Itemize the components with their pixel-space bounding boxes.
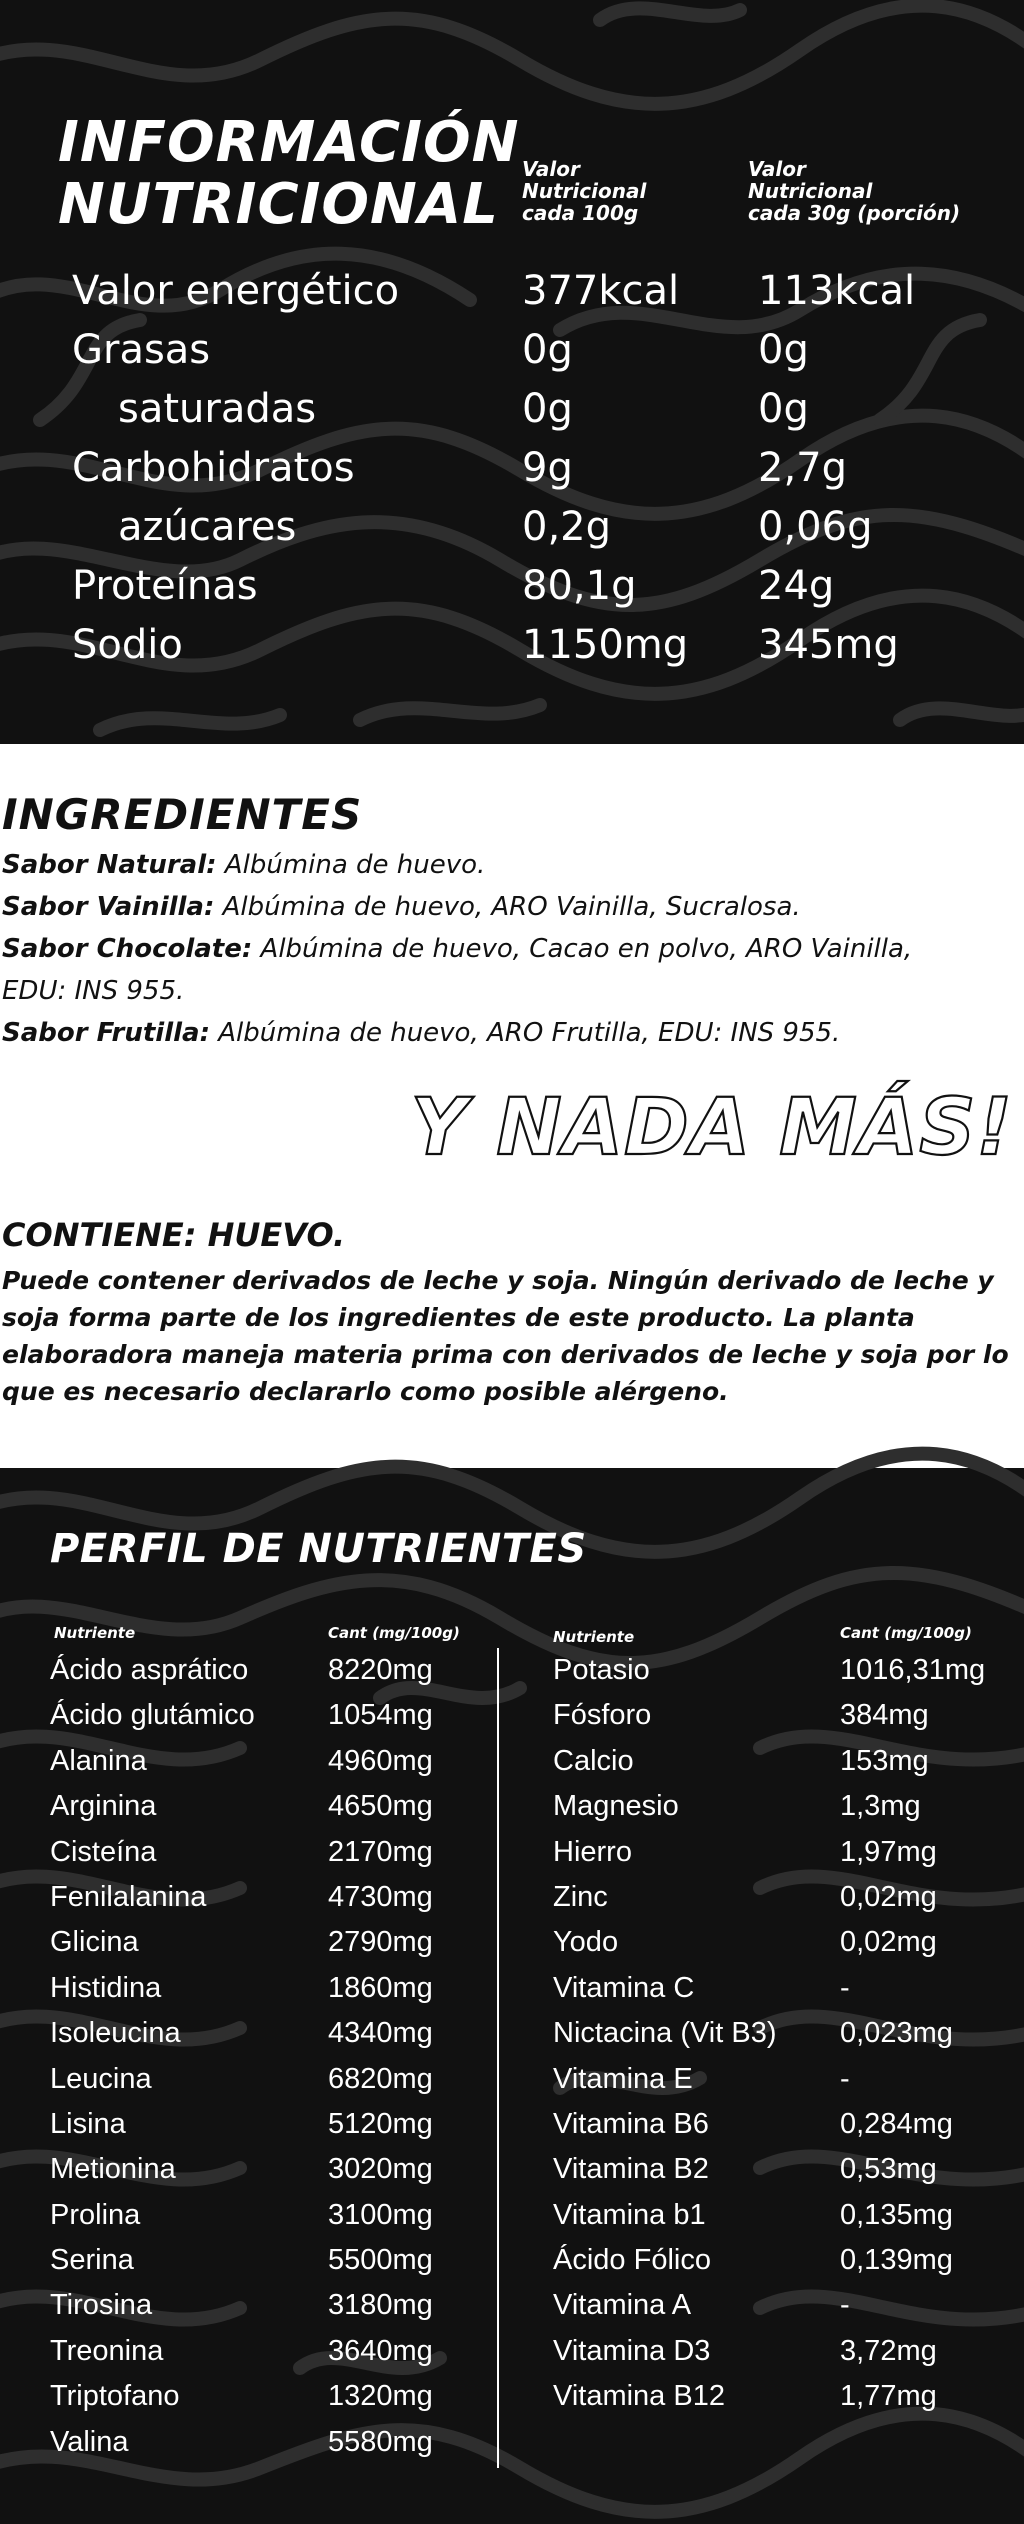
ingredient-line xyxy=(2,886,1002,928)
nutrition-row xyxy=(0,321,1024,380)
nutrient-amount: - xyxy=(840,2289,850,2322)
ingredients-title: INGREDIENTES xyxy=(2,790,363,839)
nutrient-name: Calcio xyxy=(553,1744,634,1777)
nutrient-row xyxy=(497,2147,1024,2192)
nutrient-label: Grasas xyxy=(72,327,211,373)
nutrient-profile-section xyxy=(0,1468,1024,2524)
nutrient-row xyxy=(0,2057,497,2102)
allergen-text: Puede contener derivados de leche y soja. Ningún derivado de leche y soja forma parte de los ingredientes de este producto. La planta elaboradora maneja materia prima con derivados de leche y soja por lo que es necesario declararlo como posible alérgeno. xyxy=(2,1266,1009,1406)
nutrient-row xyxy=(497,2283,1024,2328)
nutrition-row xyxy=(0,439,1024,498)
nutrient-amount: 1016,31mg xyxy=(840,1654,986,1686)
nutrient-amount: 5120mg xyxy=(328,2107,433,2140)
nutrient-name: Tirosina xyxy=(50,2289,153,2322)
per-portion-header: Valor Nutricional cada 30g (porción) xyxy=(748,157,961,225)
nutrient-row xyxy=(0,1966,497,2011)
nutrient-name: Serina xyxy=(50,2244,134,2277)
nutrient-label: azúcares xyxy=(118,504,297,550)
nutrient-name: Treonina xyxy=(50,2334,164,2367)
nutrient-amount: 4650mg xyxy=(328,1790,433,1823)
flavor-ingredients: Albúmina de huevo. xyxy=(216,850,486,880)
nutrition-row xyxy=(0,262,1024,321)
flavor-name: Sabor Vainilla: xyxy=(2,892,215,922)
right-nutrient-list xyxy=(497,1648,1024,2420)
nutrient-name: Alanina xyxy=(50,1744,147,1777)
nutrient-name: Vitamina D3 xyxy=(553,2334,711,2367)
nutrient-name: Yodo xyxy=(553,1926,619,1959)
nutrient-row xyxy=(0,1784,497,1829)
nutrient-label: Proteínas xyxy=(72,563,258,609)
value-per-100g: 80,1g xyxy=(522,563,637,609)
ingredient-line xyxy=(2,928,1002,970)
value-per-portion: 0,06g xyxy=(758,504,873,550)
nutrient-amount: 384mg xyxy=(840,1699,929,1732)
tagline-outline-text xyxy=(410,1080,1018,1173)
nutrient-amount: 0,139mg xyxy=(840,2244,953,2277)
nutrient-amount: 3640mg xyxy=(328,2334,433,2367)
nutrient-name: Vitamina b1 xyxy=(553,2198,706,2231)
nutrient-name: Prolina xyxy=(50,2198,141,2231)
nutrient-amount: 4730mg xyxy=(328,1880,433,1913)
nutrient-name: Glicina xyxy=(50,1926,139,1959)
nutrition-table xyxy=(0,262,1024,675)
nutrient-row xyxy=(497,1875,1024,1920)
nutrient-label: saturadas xyxy=(118,386,317,432)
nutrient-amount: 0,02mg xyxy=(840,1926,937,1959)
nutrient-name: Nictacina (Vit B3) xyxy=(553,2017,777,2050)
tagline: Y NADA MÁS! xyxy=(410,1083,1013,1173)
nutrient-row xyxy=(497,1966,1024,2011)
nutrient-label: Carbohidratos xyxy=(72,445,355,491)
flavor-ingredients: Albúmina de huevo, ARO Frutilla, EDU: INS 955. xyxy=(209,1018,841,1048)
value-per-100g: 1150mg xyxy=(522,622,689,668)
nutrient-row xyxy=(497,2102,1024,2147)
nutrient-name: Hierro xyxy=(553,1835,632,1868)
nutrient-name: Leucina xyxy=(50,2062,152,2095)
nutrient-row xyxy=(0,2193,497,2238)
left-amount-header: Cant (mg/100g) xyxy=(328,1624,460,1642)
nutrient-name: Cisteína xyxy=(50,1835,157,1868)
nutrient-label: Sodio xyxy=(72,622,183,668)
nutrient-row xyxy=(497,1739,1024,1784)
value-per-100g: 377kcal xyxy=(522,268,680,314)
ingredients-section xyxy=(0,744,1024,1468)
nutrient-row xyxy=(497,2238,1024,2283)
nutrient-name: Lisina xyxy=(50,2107,126,2140)
nutrient-amount: 2790mg xyxy=(328,1926,433,1959)
nutrient-amount: 0,02mg xyxy=(840,1880,937,1913)
value-per-portion: 24g xyxy=(758,563,835,609)
nutrient-row xyxy=(0,1648,497,1693)
nutrient-amount: 1,3mg xyxy=(840,1790,921,1823)
nutrient-amount: 5580mg xyxy=(328,2425,433,2458)
value-per-100g: 9g xyxy=(522,445,573,491)
nutrient-amount: 5500mg xyxy=(328,2244,433,2277)
nutrient-row xyxy=(0,2011,497,2056)
nutrient-name: Histidina xyxy=(50,1971,162,2004)
nutrient-amount: 3180mg xyxy=(328,2289,433,2322)
nutrient-row xyxy=(497,2011,1024,2056)
nutrient-name: Fósforo xyxy=(553,1699,652,1732)
nutrition-row xyxy=(0,557,1024,616)
nutrient-row xyxy=(497,1693,1024,1738)
nutrient-amount: 0,023mg xyxy=(840,2017,953,2050)
ingredient-line xyxy=(2,970,1002,1012)
nutrient-amount: 1320mg xyxy=(328,2380,433,2413)
nutrient-name: Triptofano xyxy=(50,2380,180,2413)
nutrient-amount: 4340mg xyxy=(328,2017,433,2050)
ingredients-list xyxy=(2,844,1002,1054)
nutrition-row xyxy=(0,380,1024,439)
profile-title: PERFIL DE NUTRIENTES xyxy=(50,1526,587,1572)
nutrient-name: Fenilalanina xyxy=(50,1880,207,1913)
nutrient-row xyxy=(0,2329,497,2374)
nutrient-amount: 2170mg xyxy=(328,1835,433,1868)
nutrient-row xyxy=(0,2238,497,2283)
nutrient-row xyxy=(497,2374,1024,2419)
nutrient-name: Isoleucina xyxy=(50,2017,181,2050)
nutrient-amount: - xyxy=(840,1971,850,2004)
nutrient-amount: 8220mg xyxy=(328,1654,433,1686)
value-per-portion: 0g xyxy=(758,327,809,373)
left-nutrient-list xyxy=(0,1648,497,2465)
nutrient-name: Zinc xyxy=(553,1880,608,1913)
nutrient-name: Magnesio xyxy=(553,1790,679,1823)
nutrient-row xyxy=(497,1920,1024,1965)
value-per-100g: 0g xyxy=(522,327,573,373)
flavor-ingredients: Albúmina de huevo, Cacao en polvo, ARO Vainilla, xyxy=(252,934,913,964)
nutrient-name: Vitamina B12 xyxy=(553,2380,725,2413)
flavor-name: Sabor Chocolate: xyxy=(2,934,253,964)
nutrient-row xyxy=(0,2420,497,2465)
nutrient-amount: 0,53mg xyxy=(840,2153,937,2186)
nutrition-section xyxy=(0,0,1024,744)
nutrient-amount: - xyxy=(840,2062,850,2095)
nutrient-row xyxy=(0,1920,497,1965)
value-per-portion: 0g xyxy=(758,386,809,432)
nutrient-name: Vitamina B2 xyxy=(553,2153,709,2186)
nutrient-amount: 1054mg xyxy=(328,1699,433,1732)
nutrient-row xyxy=(0,2147,497,2192)
nutrient-row xyxy=(497,1784,1024,1829)
nutrient-amount: 3,72mg xyxy=(840,2334,937,2367)
nutrient-name: Ácido Fólico xyxy=(553,2244,711,2277)
nutrition-title: INFORMACIÓN NUTRICIONAL xyxy=(58,110,520,237)
left-name-header: Nutriente xyxy=(54,1624,136,1642)
nutrient-row xyxy=(497,1830,1024,1875)
flavor-name: Sabor Frutilla: xyxy=(2,1018,210,1048)
nutrient-amount: 3020mg xyxy=(328,2153,433,2186)
nutrient-amount: 0,284mg xyxy=(840,2107,953,2140)
nutrient-name: Vitamina B6 xyxy=(553,2107,709,2140)
nutrient-row xyxy=(0,2102,497,2147)
right-amount-header: Cant (mg/100g) xyxy=(840,1624,972,1642)
allergen-title: CONTIENE: HUEVO. xyxy=(2,1216,346,1254)
flavor-ingredients: Albúmina de huevo, ARO Vainilla, Sucralosa. xyxy=(214,892,801,922)
flavor-ingredients: EDU: INS 955. xyxy=(2,976,185,1006)
nutrition-row xyxy=(0,616,1024,675)
nutrient-row xyxy=(497,2057,1024,2102)
nutrient-row xyxy=(0,1693,497,1738)
flavor-name: Sabor Natural: xyxy=(2,850,217,880)
nutrient-name: Arginina xyxy=(50,1790,157,1823)
nutrient-name: Vitamina A xyxy=(553,2289,692,2322)
nutrient-amount: 1860mg xyxy=(328,1971,433,2004)
nutrient-name: Ácido glutámico xyxy=(50,1699,255,1732)
nutrient-amount: 4960mg xyxy=(328,1744,433,1777)
nutrition-row xyxy=(0,498,1024,557)
nutrient-amount: 6820mg xyxy=(328,2062,433,2095)
ingredient-line xyxy=(2,1012,1002,1054)
nutrient-row xyxy=(0,1739,497,1784)
nutrient-amount: 153mg xyxy=(840,1744,929,1777)
nutrient-row xyxy=(0,2283,497,2328)
nutrient-name: Valina xyxy=(50,2425,129,2458)
nutrient-name: Ácido asprático xyxy=(50,1654,249,1686)
nutrient-name: Potasio xyxy=(553,1654,650,1686)
nutrient-name: Vitamina C xyxy=(553,1971,695,2004)
ingredient-line xyxy=(2,844,1002,886)
nutrient-row xyxy=(0,1830,497,1875)
nutrient-row xyxy=(497,2193,1024,2238)
nutrient-amount: 1,77mg xyxy=(840,2380,937,2413)
nutrient-row xyxy=(0,2374,497,2419)
nutrient-row xyxy=(497,2329,1024,2374)
value-per-100g: 0,2g xyxy=(522,504,612,550)
nutrient-row xyxy=(497,1648,1024,1693)
nutrient-amount: 0,135mg xyxy=(840,2198,953,2231)
value-per-100g: 0g xyxy=(522,386,573,432)
value-per-portion: 345mg xyxy=(758,622,899,668)
nutrient-row xyxy=(0,1875,497,1920)
nutrient-amount: 1,97mg xyxy=(840,1835,937,1868)
per-100g-header: Valor Nutricional cada 100g xyxy=(522,157,647,225)
value-per-portion: 113kcal xyxy=(758,268,916,314)
nutrient-label: Valor energético xyxy=(72,268,400,314)
nutrient-name: Vitamina E xyxy=(553,2062,693,2095)
nutrient-name: Metionina xyxy=(50,2153,176,2186)
value-per-portion: 2,7g xyxy=(758,445,848,491)
right-name-header: Nutriente xyxy=(553,1628,635,1646)
nutrient-amount: 3100mg xyxy=(328,2198,433,2231)
